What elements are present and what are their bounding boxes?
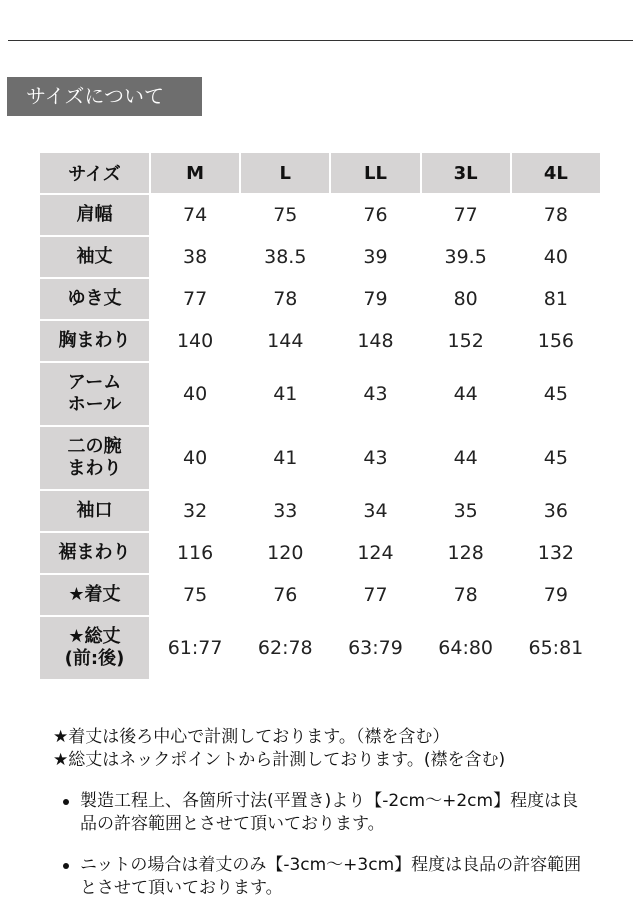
table-body (40, 195, 600, 679)
table-row (40, 279, 600, 319)
note-line: ★総丈はネックポイントから計測しております。(襟を含む) (53, 750, 506, 770)
size-value-cell: 79 (543, 584, 568, 606)
size-value-cell: 128 (447, 542, 484, 564)
section-title: サイズについて (7, 77, 202, 116)
size-value-cell: 36 (543, 500, 568, 522)
size-value-cell: 80 (453, 288, 478, 310)
size-value-cell: 156 (537, 330, 574, 352)
header-size-m: M (151, 153, 239, 193)
size-value-cell: 34 (363, 500, 388, 522)
size-value-cell: 44 (453, 447, 478, 469)
size-value-cell: 116 (176, 542, 214, 564)
row-label: アーム ホール (40, 363, 149, 425)
size-value-cell: 78 (453, 584, 478, 606)
row-label: 裾まわり (40, 533, 149, 573)
size-value-cell: 41 (273, 383, 298, 405)
note-line: ★着丈は後ろ中心で計測しております。（襟を含む） (53, 727, 450, 747)
size-value-cell: 63:79 (348, 637, 403, 659)
size-value-cell: 61:77 (167, 637, 223, 659)
size-value-cell: 45 (543, 447, 568, 469)
header-size-l: L (241, 153, 329, 193)
size-value-cell: 148 (357, 330, 394, 352)
row-label: ★総丈 (前:後) (40, 617, 149, 679)
row-label: 胸まわり (40, 321, 149, 361)
table-row (40, 363, 600, 425)
size-value-cell: 75 (273, 204, 298, 226)
size-value-cell: 45 (543, 383, 568, 405)
size-value-cell: 77 (363, 584, 388, 606)
size-table (38, 151, 602, 681)
row-label: ★着丈 (40, 575, 149, 615)
size-value-cell: 32 (183, 500, 208, 522)
table-row (40, 575, 600, 615)
size-value-cell: 39.5 (444, 246, 487, 268)
size-value-cell: 38 (183, 246, 208, 268)
table-row (40, 533, 600, 573)
table-row (40, 617, 600, 679)
bullet-item (60, 790, 590, 836)
bullet-dot-icon (63, 799, 69, 805)
size-value-cell: 40 (183, 447, 208, 469)
size-value-cell: 78 (273, 288, 298, 310)
header-size-ll: LL (331, 153, 419, 193)
size-value-cell: 38.5 (264, 246, 307, 268)
size-value-cell: 39 (363, 246, 388, 268)
size-value-cell: 124 (357, 542, 394, 564)
size-value-cell: 75 (183, 584, 208, 606)
row-label: 肩幅 (40, 195, 149, 235)
size-value-cell: 144 (267, 330, 304, 352)
size-value-cell: 43 (363, 447, 388, 469)
size-value-cell: 62:78 (257, 637, 313, 659)
size-value-cell: 77 (183, 288, 208, 310)
size-value-cell: 40 (543, 246, 568, 268)
top-divider (8, 40, 633, 41)
header-label: サイズ (40, 153, 149, 193)
table-row (40, 195, 600, 235)
size-value-cell: 77 (453, 204, 478, 226)
size-value-cell: 44 (453, 383, 478, 405)
table-row (40, 427, 600, 489)
header-size-3l: 3L (422, 153, 510, 193)
size-value-cell: 33 (273, 500, 298, 522)
size-value-cell: 65:81 (528, 637, 584, 659)
size-value-cell: 43 (363, 383, 388, 405)
table-row (40, 491, 600, 531)
table-row (40, 321, 600, 361)
size-value-cell: 152 (447, 330, 484, 352)
notes (53, 726, 505, 772)
size-value-cell: 81 (543, 288, 568, 310)
header-size-4l: 4L (512, 153, 600, 193)
size-value-cell: 140 (176, 330, 214, 352)
size-value-cell: 41 (273, 447, 298, 469)
bullet-item (60, 854, 590, 900)
row-label: 二の腕 まわり (40, 427, 149, 489)
bullet-list (60, 790, 590, 918)
table-header-row (40, 153, 600, 193)
size-value-cell: 132 (537, 542, 574, 564)
bullet-dot-icon (63, 863, 69, 869)
size-value-cell: 40 (183, 383, 208, 405)
size-value-cell: 78 (543, 204, 568, 226)
bullet-text: ニットの場合は着丈のみ【-3cm～+3cm】程度は良品の許容範囲とさせて頂いております。 (80, 855, 582, 898)
size-value-cell: 64:80 (438, 637, 494, 659)
row-label: 袖丈 (40, 237, 149, 277)
size-value-cell: 79 (363, 288, 388, 310)
row-label: ゆき丈 (40, 279, 149, 319)
size-value-cell: 76 (273, 584, 298, 606)
table-row (40, 237, 600, 277)
row-label: 袖口 (40, 491, 149, 531)
size-value-cell: 74 (183, 204, 208, 226)
size-value-cell: 76 (363, 204, 388, 226)
size-value-cell: 120 (267, 542, 304, 564)
size-value-cell: 35 (453, 500, 478, 522)
bullet-text: 製造工程上、各箇所寸法(平置き)より【-2cm～+2cm】程度は良品の許容範囲とさせて頂いております。 (80, 791, 579, 834)
